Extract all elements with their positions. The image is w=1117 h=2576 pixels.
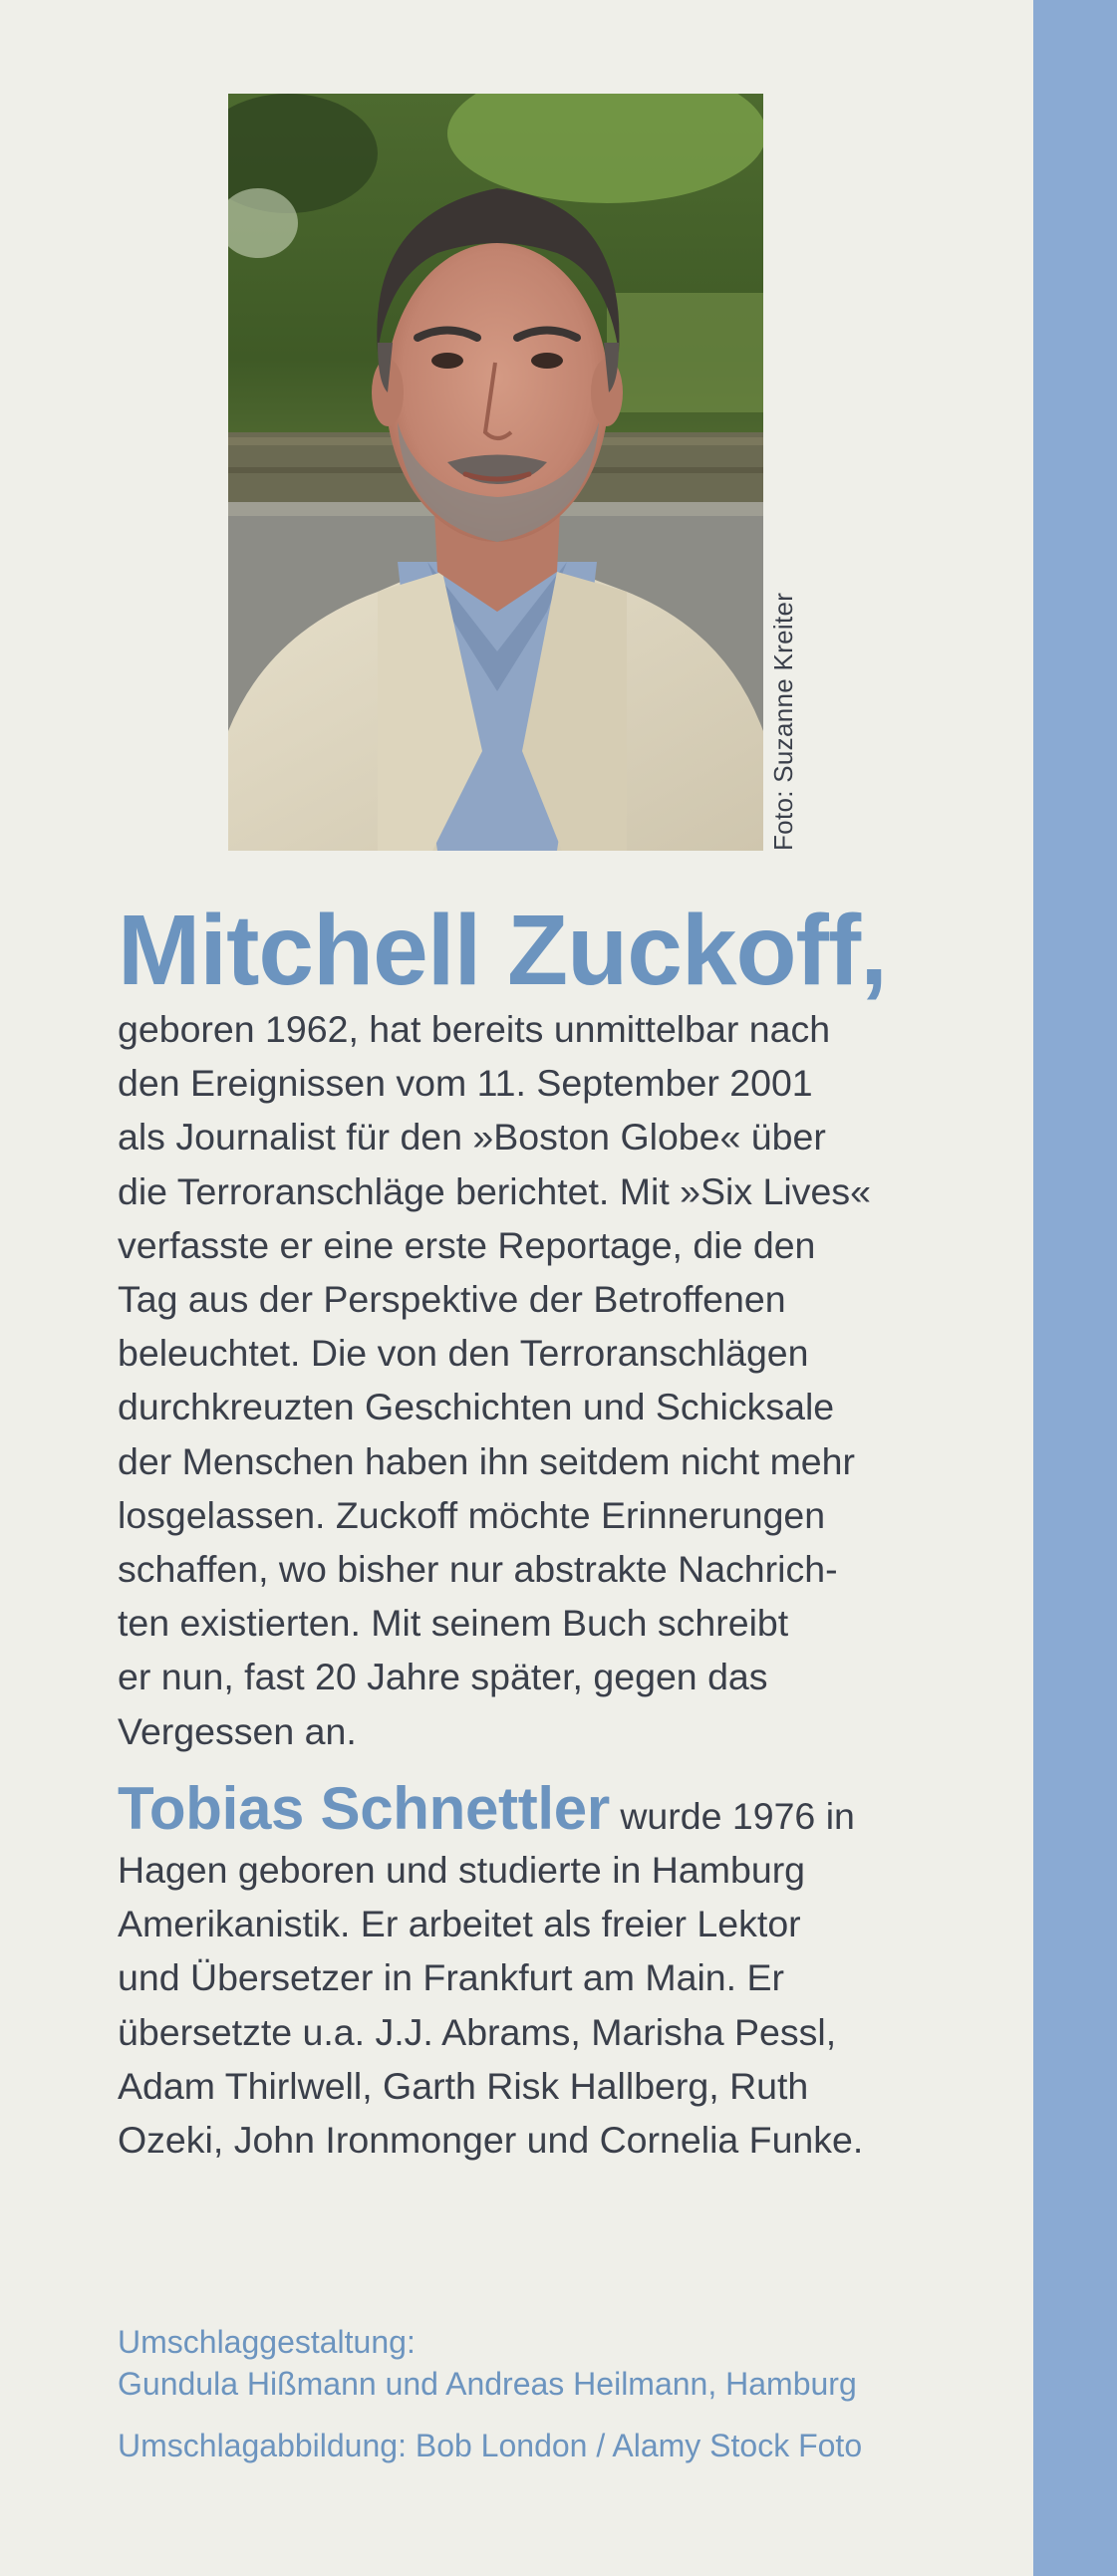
author-name: Mitchell Zuckoff, [118,895,887,1006]
cover-credits [118,2321,1014,2466]
side-color-stripe [1033,0,1117,2576]
author-photo [228,94,763,851]
photo-credit: Foto: Suzanne Kreiter [768,592,798,851]
author-section [118,895,994,2167]
translator-bio: wurde 1976 in Hagen geboren und studierte in Hamburg Amerikanistik. Er arbeitet als freier Lektor und Übersetzer in Frankfurt am Main. Er übersetzte u.a. J.J. Abrams, Marisha Pessl, Adam Thirlwell, Garth Risk Hallberg, Ruth Ozeki, John Ironmonger und Cornelia Funke. [118,1794,864,2162]
cover-image-credit: Umschlagabbildung: Bob London / Alamy Stock Foto [118,2428,863,2463]
author-bio: geboren 1962, hat bereits unmittelbar nach den Ereignissen vom 11. September 2001 als Journalist für den »Boston Globe« über die Terroranschläge berichtet. Mit »Six Lives« verfasste er eine erste Reportage, die den Tag aus der Perspektive der Betroffenen beleuchtet. Die von den Terroranschlägen durchkreuzten Geschichten und Schicksale der Menschen haben ihn seitdem nicht mehr losgelassen. Zuckoff möchte Erinnerungen schaffen, wo bisher nur abstrakte Nachrich- ten existierten. Mit seinem Buch schreibt er nun, fast 20 Jahre später, gegen das Vergessen an. [118,1008,871,1752]
cover-design-names: Gundula Hißmann und Andreas Heilmann, Hamburg [118,2366,857,2402]
cover-design-label: Umschlaggestaltung: [118,2324,416,2360]
translator-paragraph [118,1774,994,2167]
translator-name: Tobias Schnettler [118,1774,610,1842]
